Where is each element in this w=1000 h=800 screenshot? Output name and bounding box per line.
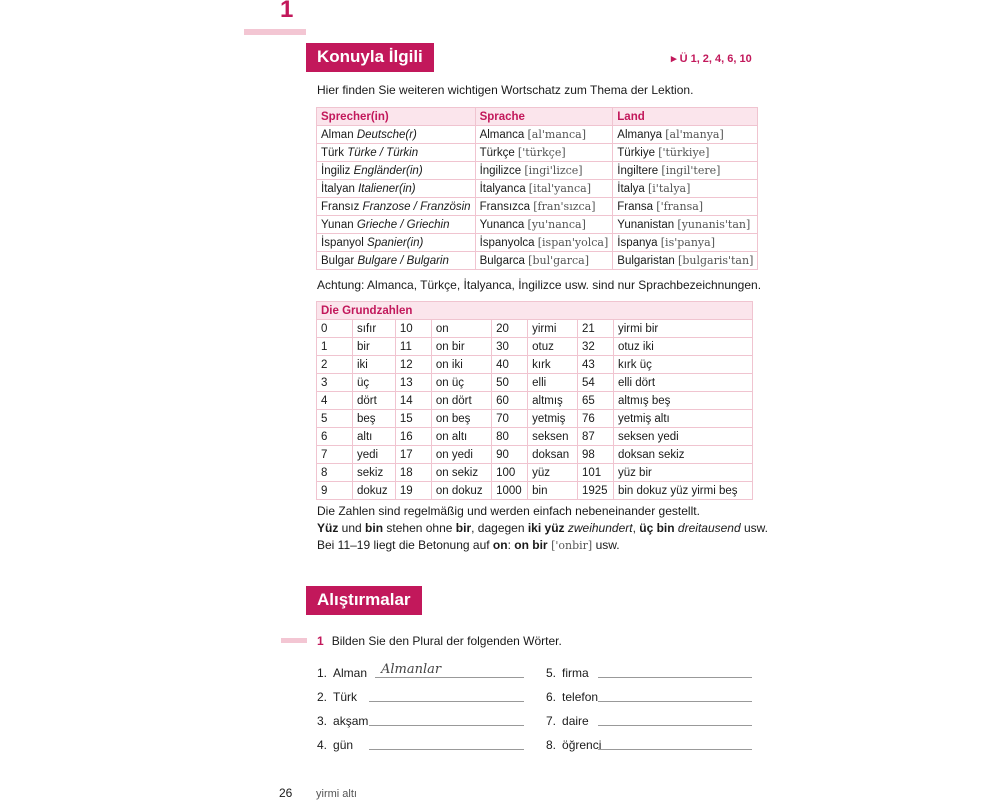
number-digit: 101 bbox=[577, 464, 613, 482]
language-cell: Almanca [al'manca] bbox=[475, 126, 613, 144]
note-line-3: Bei 11–19 liegt die Betonung auf on: on bir ['onbir] usw. bbox=[317, 538, 620, 552]
number-word: üç bbox=[353, 374, 396, 392]
number-digit: 50 bbox=[492, 374, 528, 392]
country-cell: Bulgaristan [bulgaris'tan] bbox=[613, 252, 758, 270]
exercise-item bbox=[546, 738, 756, 758]
answer-line[interactable] bbox=[369, 725, 524, 726]
item-answer[interactable]: Almanlar bbox=[381, 662, 442, 677]
section-title-alistirmalar: Alıştırmalar bbox=[306, 586, 422, 615]
number-row bbox=[317, 320, 753, 338]
number-digit: 76 bbox=[577, 410, 613, 428]
number-digit: 3 bbox=[317, 374, 353, 392]
number-word: yetmiş altı bbox=[613, 410, 752, 428]
number-digit: 32 bbox=[577, 338, 613, 356]
note-line-1: Die Zahlen sind regelmäßig und werden einfach nebeneinander gestellt. bbox=[317, 504, 700, 518]
number-word: seksen bbox=[528, 428, 578, 446]
number-digit: 54 bbox=[577, 374, 613, 392]
speaker-cell: İspanyol Spanier(in) bbox=[317, 234, 476, 252]
chapter-number: 1 bbox=[280, 0, 294, 23]
item-number: 8. bbox=[546, 738, 557, 752]
number-row bbox=[317, 446, 753, 464]
chapter-bar bbox=[244, 29, 306, 35]
number-word: on beş bbox=[431, 410, 491, 428]
answer-line[interactable] bbox=[598, 749, 752, 750]
number-word: sıfır bbox=[353, 320, 396, 338]
exercise-references: ▸ Ü 1, 2, 4, 6, 10 bbox=[671, 53, 752, 65]
number-digit: 30 bbox=[492, 338, 528, 356]
number-word: on dört bbox=[431, 392, 491, 410]
country-cell: Fransa ['fransa] bbox=[613, 198, 758, 216]
country-cell: İngiltere [ingil'tere] bbox=[613, 162, 758, 180]
number-digit: 11 bbox=[395, 338, 431, 356]
item-word: daire bbox=[562, 714, 589, 728]
number-digit: 19 bbox=[395, 482, 431, 500]
achtung-note: Achtung: Almanca, Türkçe, İtalyanca, İngilizce usw. sind nur Sprachbezeichnungen. bbox=[317, 278, 762, 292]
number-digit: 80 bbox=[492, 428, 528, 446]
header-sprache: Sprache bbox=[475, 108, 613, 126]
header-land: Land bbox=[613, 108, 758, 126]
number-word: yedi bbox=[353, 446, 396, 464]
country-cell: Almanya [al'manya] bbox=[613, 126, 758, 144]
item-number: 2. bbox=[317, 690, 328, 704]
number-digit: 4 bbox=[317, 392, 353, 410]
exercise-bar bbox=[281, 638, 307, 643]
exercise-heading bbox=[317, 634, 562, 648]
number-word: beş bbox=[353, 410, 396, 428]
header-sprecher: Sprecher(in) bbox=[317, 108, 476, 126]
number-digit: 10 bbox=[395, 320, 431, 338]
number-digit: 6 bbox=[317, 428, 353, 446]
number-digit: 0 bbox=[317, 320, 353, 338]
country-cell: İtalya [i'talya] bbox=[613, 180, 758, 198]
country-cell: Türkiye ['türkiye] bbox=[613, 144, 758, 162]
number-word: on dokuz bbox=[431, 482, 491, 500]
number-row bbox=[317, 374, 753, 392]
speaker-cell: İtalyan Italiener(in) bbox=[317, 180, 476, 198]
number-row bbox=[317, 410, 753, 428]
page-number-word: yirmi altı bbox=[316, 788, 357, 800]
number-digit: 1000 bbox=[492, 482, 528, 500]
number-digit: 1 bbox=[317, 338, 353, 356]
item-word: Alman bbox=[333, 666, 368, 680]
item-number: 7. bbox=[546, 714, 557, 728]
exercise-item bbox=[317, 738, 527, 758]
number-digit: 65 bbox=[577, 392, 613, 410]
language-row bbox=[317, 252, 758, 270]
number-word: on bbox=[431, 320, 491, 338]
number-word: on altı bbox=[431, 428, 491, 446]
language-row bbox=[317, 126, 758, 144]
number-digit: 15 bbox=[395, 410, 431, 428]
item-word: Türk bbox=[333, 690, 358, 704]
number-digit: 1925 bbox=[577, 482, 613, 500]
number-word: otuz iki bbox=[613, 338, 752, 356]
speaker-cell: Yunan Grieche / Griechin bbox=[317, 216, 476, 234]
language-row bbox=[317, 144, 758, 162]
language-cell: Fransızca [fran'sızca] bbox=[475, 198, 613, 216]
intro-text: Hier finden Sie weiteren wichtigen Wortschatz zum Thema der Lektion. bbox=[317, 83, 694, 97]
item-number: 5. bbox=[546, 666, 557, 680]
number-word: dört bbox=[353, 392, 396, 410]
number-notes bbox=[317, 503, 768, 554]
number-word: dokuz bbox=[353, 482, 396, 500]
number-digit: 2 bbox=[317, 356, 353, 374]
number-word: doksan sekiz bbox=[613, 446, 752, 464]
number-digit: 43 bbox=[577, 356, 613, 374]
number-word: bin dokuz yüz yirmi beş bbox=[613, 482, 752, 500]
number-digit: 98 bbox=[577, 446, 613, 464]
grundzahlen-title: Die Grundzahlen bbox=[317, 302, 753, 320]
number-word: on yedi bbox=[431, 446, 491, 464]
speaker-cell: İngiliz Engländer(in) bbox=[317, 162, 476, 180]
number-digit: 70 bbox=[492, 410, 528, 428]
number-digit: 90 bbox=[492, 446, 528, 464]
exercise-item bbox=[546, 690, 756, 710]
number-word: on bir bbox=[431, 338, 491, 356]
number-row bbox=[317, 338, 753, 356]
item-number: 1. bbox=[317, 666, 328, 680]
answer-line[interactable] bbox=[369, 701, 524, 702]
country-cell: Yunanistan [yunanis'tan] bbox=[613, 216, 758, 234]
language-row bbox=[317, 180, 758, 198]
language-cell: Bulgarca [bul'garca] bbox=[475, 252, 613, 270]
number-digit: 5 bbox=[317, 410, 353, 428]
number-digit: 9 bbox=[317, 482, 353, 500]
number-word: yüz bir bbox=[613, 464, 752, 482]
number-word: yetmiş bbox=[528, 410, 578, 428]
exercise-item bbox=[317, 662, 527, 686]
number-word: doksan bbox=[528, 446, 578, 464]
page-number: 26 bbox=[279, 786, 293, 800]
number-digit: 14 bbox=[395, 392, 431, 410]
number-digit: 20 bbox=[492, 320, 528, 338]
number-word: on iki bbox=[431, 356, 491, 374]
exercise-item bbox=[317, 690, 527, 710]
item-word: telefon bbox=[562, 690, 599, 704]
language-cell: Yunanca [yu'nanca] bbox=[475, 216, 613, 234]
number-word: seksen yedi bbox=[613, 428, 752, 446]
exercise-item bbox=[546, 714, 756, 734]
language-row bbox=[317, 198, 758, 216]
number-word: yirmi bbox=[528, 320, 578, 338]
number-word: kırk bbox=[528, 356, 578, 374]
number-word: on üç bbox=[431, 374, 491, 392]
answer-line[interactable] bbox=[598, 725, 752, 726]
number-row bbox=[317, 428, 753, 446]
speaker-cell: Türk Türke / Türkin bbox=[317, 144, 476, 162]
numbers-table bbox=[316, 301, 753, 500]
item-word: öğrenci bbox=[562, 738, 602, 752]
language-cell: İtalyanca [ital'yanca] bbox=[475, 180, 613, 198]
section-title-konuyla-ilgili: Konuyla İlgili bbox=[306, 43, 434, 72]
number-word: iki bbox=[353, 356, 396, 374]
item-word: firma bbox=[562, 666, 589, 680]
language-cell: İngilizce [ingi'lizce] bbox=[475, 162, 613, 180]
number-digit: 40 bbox=[492, 356, 528, 374]
number-digit: 100 bbox=[492, 464, 528, 482]
number-word: sekiz bbox=[353, 464, 396, 482]
language-row bbox=[317, 162, 758, 180]
number-digit: 17 bbox=[395, 446, 431, 464]
exercise-item bbox=[317, 714, 527, 734]
number-digit: 21 bbox=[577, 320, 613, 338]
number-row bbox=[317, 482, 753, 500]
answer-line[interactable] bbox=[598, 677, 752, 678]
number-word: elli dört bbox=[613, 374, 752, 392]
answer-line[interactable] bbox=[598, 701, 752, 702]
number-word: on sekiz bbox=[431, 464, 491, 482]
exercise-number: 1 bbox=[317, 634, 324, 648]
item-number: 3. bbox=[317, 714, 328, 728]
number-word: altmış beş bbox=[613, 392, 752, 410]
language-table bbox=[316, 107, 758, 270]
number-row bbox=[317, 392, 753, 410]
item-number: 6. bbox=[546, 690, 557, 704]
language-cell: İspanyolca [ispan'yolca] bbox=[475, 234, 613, 252]
number-digit: 18 bbox=[395, 464, 431, 482]
number-word: yirmi bir bbox=[613, 320, 752, 338]
speaker-cell: Bulgar Bulgare / Bulgarin bbox=[317, 252, 476, 270]
number-word: altmış bbox=[528, 392, 578, 410]
language-row bbox=[317, 234, 758, 252]
speaker-cell: Fransız Franzose / Französin bbox=[317, 198, 476, 216]
speaker-cell: Alman Deutsche(r) bbox=[317, 126, 476, 144]
country-cell: İspanya [is'panya] bbox=[613, 234, 758, 252]
number-digit: 16 bbox=[395, 428, 431, 446]
number-word: yüz bbox=[528, 464, 578, 482]
number-word: altı bbox=[353, 428, 396, 446]
item-word: akşam bbox=[333, 714, 369, 728]
number-word: elli bbox=[528, 374, 578, 392]
number-digit: 13 bbox=[395, 374, 431, 392]
exercise-item bbox=[546, 666, 756, 686]
language-cell: Türkçe ['türkçe] bbox=[475, 144, 613, 162]
item-number: 4. bbox=[317, 738, 328, 752]
number-row bbox=[317, 356, 753, 374]
number-digit: 87 bbox=[577, 428, 613, 446]
number-word: bir bbox=[353, 338, 396, 356]
number-digit: 60 bbox=[492, 392, 528, 410]
number-word: bin bbox=[528, 482, 578, 500]
number-word: otuz bbox=[528, 338, 578, 356]
item-word: gün bbox=[333, 738, 354, 752]
number-digit: 8 bbox=[317, 464, 353, 482]
number-word: kırk üç bbox=[613, 356, 752, 374]
answer-line[interactable] bbox=[375, 677, 524, 678]
number-digit: 12 bbox=[395, 356, 431, 374]
number-digit: 7 bbox=[317, 446, 353, 464]
answer-line[interactable] bbox=[369, 749, 524, 750]
note-line-2: Yüz und bin stehen ohne bir, dagegen iki yüz zweihundert, üç bin dreitausend usw. bbox=[317, 521, 768, 535]
exercise-instruction: Bilden Sie den Plural der folgenden Wörter. bbox=[331, 634, 562, 648]
number-row bbox=[317, 464, 753, 482]
language-row bbox=[317, 216, 758, 234]
